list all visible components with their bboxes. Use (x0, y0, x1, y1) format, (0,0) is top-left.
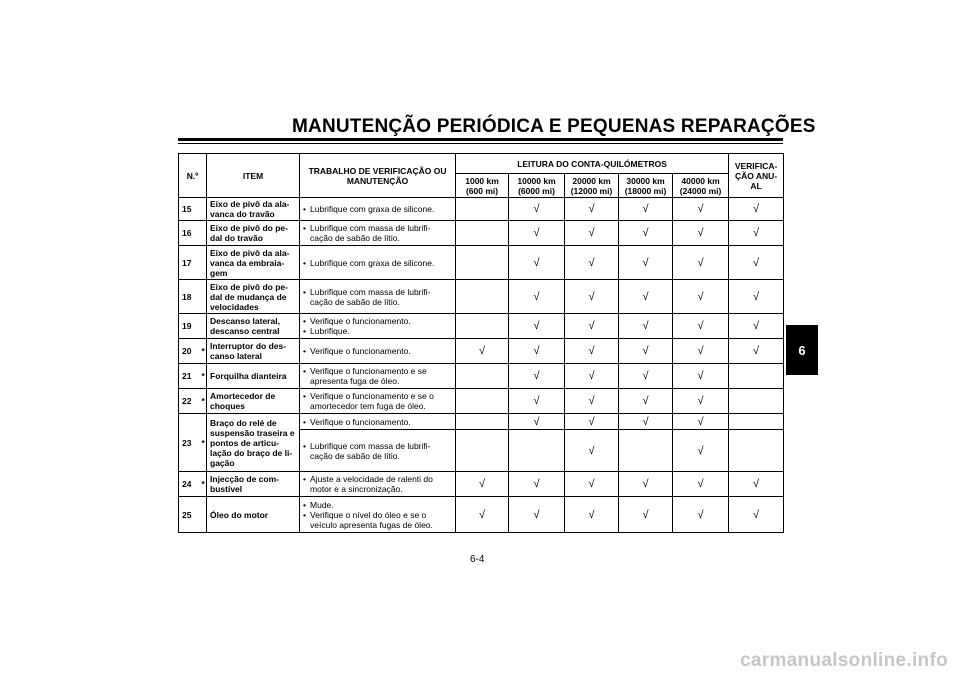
table-row (179, 280, 784, 314)
item-name: Eixo de pivô da ala- vanca da embraia- gem (207, 246, 300, 280)
work-text: Lubrifique com massa de lubrifi- cação de sabão de lítio. (310, 286, 431, 307)
interval-km: 30000 km (626, 175, 665, 186)
bullet-icon: • (303, 416, 306, 427)
work-line (303, 258, 452, 268)
item-number: 16 (179, 221, 199, 246)
table-row (179, 389, 784, 414)
item-name: Eixo de pivô da ala- vanca do travão (207, 198, 300, 221)
interval-km: 10000 km (517, 175, 556, 186)
bullet-icon: • (303, 204, 306, 214)
work-text: Verifique o nível do óleo e se o veículo apresenta fugas de óleo. (310, 509, 433, 530)
work-text: Verifique o funcionamento. (310, 346, 411, 356)
check-mark (729, 389, 784, 414)
check-mark: √ (673, 472, 729, 497)
work-line (303, 326, 452, 336)
table-row (179, 364, 784, 389)
check-mark: √ (673, 246, 729, 280)
table-row (179, 339, 784, 364)
work-cell (300, 198, 456, 221)
work-cell (300, 430, 456, 472)
work-text: Lubrifique com graxa de silicone. (310, 204, 435, 214)
item-star: * (199, 414, 207, 472)
check-mark: √ (509, 314, 565, 339)
work-line (303, 510, 452, 530)
item-name: Descanso lateral, descanso central (207, 314, 300, 339)
check-mark: √ (729, 472, 784, 497)
item-number: 21 (179, 364, 199, 389)
bullet-icon: • (303, 509, 306, 520)
work-text: Lubrifique com graxa de silicone. (310, 257, 435, 268)
check-mark: √ (565, 389, 619, 414)
maintenance-table (178, 153, 784, 533)
check-mark: √ (619, 314, 673, 339)
check-mark (456, 198, 509, 221)
item-number: 15 (179, 198, 199, 221)
item-number: 22 (179, 389, 199, 414)
item-name: Injecção de com- bustível (207, 472, 300, 497)
check-mark: √ (565, 314, 619, 339)
item-star: * (199, 364, 207, 389)
check-mark (729, 364, 784, 389)
title-rule-thin (178, 143, 783, 144)
check-mark: √ (673, 497, 729, 533)
check-mark: √ (565, 472, 619, 497)
check-mark: √ (509, 280, 565, 314)
item-number: 23 (179, 414, 199, 472)
check-mark: √ (456, 472, 509, 497)
check-mark: √ (673, 280, 729, 314)
header-no: N.º (179, 154, 207, 198)
work-line (303, 366, 452, 386)
bullet-icon: • (303, 223, 306, 233)
check-mark: √ (729, 246, 784, 280)
work-cell (300, 497, 456, 533)
check-mark: √ (565, 414, 619, 430)
check-mark: √ (565, 221, 619, 246)
bullet-icon: • (303, 326, 306, 336)
check-mark: √ (673, 339, 729, 364)
check-mark: √ (673, 198, 729, 221)
check-mark: √ (673, 430, 729, 472)
bullet-icon: • (303, 391, 306, 401)
page-title: MANUTENÇÃO PERIÓDICA E PEQUENAS REPARAÇÕES (292, 116, 816, 137)
bullet-icon: • (303, 286, 306, 297)
check-mark: √ (619, 472, 673, 497)
work-cell (300, 389, 456, 414)
work-text: Ajuste a velocidade de ralenti do motor e a sincronização. (310, 474, 433, 494)
check-mark: √ (509, 389, 565, 414)
bullet-icon: • (303, 474, 306, 484)
item-star (199, 246, 207, 280)
work-line (303, 346, 452, 356)
interval-mi: (12000 mi) (570, 185, 613, 196)
check-mark (729, 414, 784, 430)
check-mark: √ (619, 389, 673, 414)
item-number: 17 (179, 246, 199, 280)
work-line (303, 287, 452, 307)
check-mark: √ (565, 364, 619, 389)
item-star (199, 314, 207, 339)
work-cell (300, 472, 456, 497)
bullet-icon: • (303, 316, 306, 326)
work-line (303, 204, 452, 214)
check-mark (456, 389, 509, 414)
check-mark: √ (456, 339, 509, 364)
table-row (179, 472, 784, 497)
check-mark: √ (729, 314, 784, 339)
work-text: Mude. (310, 499, 334, 510)
header-item: ITEM (207, 154, 300, 198)
check-mark: √ (729, 497, 784, 533)
check-mark: √ (509, 472, 565, 497)
item-name: Forquilha dianteira (207, 364, 300, 389)
check-mark: √ (729, 198, 784, 221)
item-star: * (199, 339, 207, 364)
page-number: 6-4 (470, 554, 485, 565)
work-line (303, 441, 452, 461)
work-line (303, 391, 452, 411)
table-row (179, 221, 784, 246)
check-mark (729, 430, 784, 472)
header-interval (565, 174, 619, 198)
item-star (199, 198, 207, 221)
item-name: Eixo de pivô do pe- dal de mudança de velocidades (207, 280, 300, 314)
bullet-icon: • (303, 440, 306, 451)
work-line (303, 316, 452, 326)
watermark: carmanualsonline.info (740, 650, 948, 671)
check-mark: √ (619, 246, 673, 280)
check-mark (456, 414, 509, 430)
header-interval (619, 174, 673, 198)
check-mark: √ (565, 339, 619, 364)
header-interval (673, 174, 729, 198)
check-mark: √ (509, 246, 565, 280)
item-name: Eixo de pivô do pe- dal do travão (207, 221, 300, 246)
interval-mi: (600 mi) (465, 185, 499, 196)
check-mark: √ (565, 497, 619, 533)
check-mark: √ (673, 389, 729, 414)
item-name: Amortecedor de choques (207, 389, 300, 414)
item-star (199, 280, 207, 314)
work-cell (300, 221, 456, 246)
item-star: * (199, 472, 207, 497)
work-text: Lubrifique. (310, 326, 350, 336)
check-mark: √ (565, 246, 619, 280)
work-text: Verifique o funcionamento. (310, 416, 411, 427)
work-text: Verifique o funcionamento e se o amortecedor tem fuga de óleo. (310, 391, 434, 411)
interval-mi: (6000 mi) (518, 185, 555, 196)
work-cell (300, 246, 456, 280)
check-mark: √ (619, 414, 673, 430)
title-rule-thick (178, 138, 783, 141)
check-mark: √ (619, 280, 673, 314)
check-mark: √ (619, 364, 673, 389)
work-line (303, 474, 452, 494)
interval-km: 1000 km (465, 175, 499, 186)
check-mark: √ (565, 198, 619, 221)
work-text: Lubrifique com massa de lubrifi- cação de sabão de lítio. (310, 440, 431, 461)
check-mark: √ (619, 497, 673, 533)
work-cell (300, 414, 456, 430)
interval-mi: (18000 mi) (624, 185, 667, 196)
interval-km: 20000 km (572, 175, 611, 186)
check-mark: √ (456, 497, 509, 533)
check-mark: √ (509, 497, 565, 533)
check-mark: √ (509, 339, 565, 364)
header-annual: VERIFICA- ÇÃO ANU- AL (729, 154, 784, 198)
header-interval (456, 174, 509, 198)
item-number: 18 (179, 280, 199, 314)
item-number: 24 (179, 472, 199, 497)
check-mark: √ (509, 221, 565, 246)
header-interval (509, 174, 565, 198)
work-line (303, 500, 452, 510)
interval-mi: (24000 mi) (679, 185, 722, 196)
item-name: Braço do relé de suspensão traseira e pontos de articu- lação do braço de li- gação (207, 414, 300, 472)
work-cell (300, 314, 456, 339)
header-work: TRABALHO DE VERIFICAÇÃO OU MANUTENÇÃO (300, 154, 456, 198)
bullet-icon: • (303, 257, 306, 268)
check-mark (456, 280, 509, 314)
item-number: 20 (179, 339, 199, 364)
item-number: 19 (179, 314, 199, 339)
check-mark (456, 314, 509, 339)
check-mark: √ (565, 430, 619, 472)
check-mark: √ (673, 364, 729, 389)
work-line (303, 417, 452, 427)
header-odometer: LEITURA DO CONTA-QUILÓMETROS (456, 154, 729, 174)
check-mark: √ (509, 364, 565, 389)
work-text: Lubrifique com massa de lubrifi- cação de sabão de lítio. (310, 223, 431, 243)
work-cell (300, 280, 456, 314)
check-mark: √ (619, 198, 673, 221)
table-row (179, 497, 784, 533)
check-mark (456, 430, 509, 472)
bullet-icon: • (303, 499, 306, 510)
bullet-icon: • (303, 366, 306, 376)
work-cell (300, 364, 456, 389)
work-text: Verifique o funcionamento. (310, 316, 411, 326)
check-mark: √ (619, 221, 673, 246)
item-name: Óleo do motor (207, 497, 300, 533)
check-mark: √ (729, 280, 784, 314)
check-mark: √ (673, 414, 729, 430)
check-mark (456, 221, 509, 246)
check-mark: √ (673, 314, 729, 339)
item-star: * (199, 389, 207, 414)
check-mark: √ (673, 221, 729, 246)
table-row (179, 414, 784, 430)
item-star (199, 497, 207, 533)
check-mark: √ (619, 339, 673, 364)
bullet-icon: • (303, 346, 306, 356)
item-number: 25 (179, 497, 199, 533)
table-row (179, 314, 784, 339)
interval-km: 40000 km (681, 175, 720, 186)
check-mark: √ (509, 198, 565, 221)
check-mark (509, 430, 565, 472)
check-mark (456, 364, 509, 389)
work-cell (300, 339, 456, 364)
chapter-tab: 6 (786, 325, 818, 375)
check-mark: √ (729, 339, 784, 364)
table-row (179, 198, 784, 221)
item-star (199, 221, 207, 246)
check-mark: √ (509, 414, 565, 430)
check-mark: √ (729, 221, 784, 246)
check-mark: √ (565, 280, 619, 314)
work-text: Verifique o funcionamento e se apresenta fuga de óleo. (310, 366, 427, 386)
table-row (179, 246, 784, 280)
work-line (303, 223, 452, 243)
item-name: Interruptor do des- canso lateral (207, 339, 300, 364)
check-mark (619, 430, 673, 472)
check-mark (456, 246, 509, 280)
